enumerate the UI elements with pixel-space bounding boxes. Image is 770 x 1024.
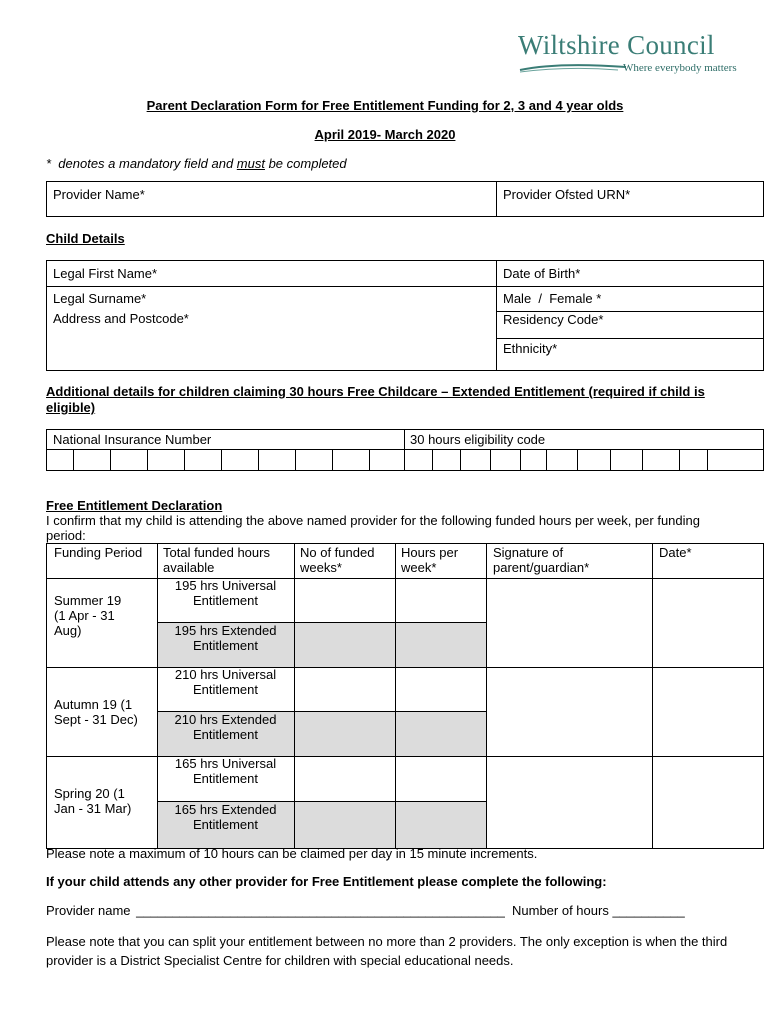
logo-tagline: Where everybody matters (623, 62, 737, 74)
autumn-date-input[interactable] (653, 668, 763, 756)
col-header-period: Funding Period (54, 545, 143, 560)
provider-urn-field[interactable] (497, 182, 763, 216)
col-header-weeks: No of funded weeks* (300, 545, 375, 575)
period-label: Autumn 19 (1 Sept - 31 Dec) (54, 697, 138, 727)
provider-name-field[interactable] (47, 182, 497, 216)
dob-field[interactable] (497, 261, 763, 286)
col-header-hours: Total funded hours available (163, 545, 270, 575)
autumn-signature-input[interactable] (487, 668, 652, 756)
surname-label: Legal Surname* (53, 291, 147, 306)
code-label: 30 hours eligibility code (410, 432, 546, 447)
universal-hours: 165 hrs Universal Entitlement (174, 756, 277, 786)
summer-date-input[interactable] (653, 579, 763, 667)
spring-weeks-input[interactable] (295, 757, 395, 801)
page-period: April 2019- March 2020 (314, 127, 456, 142)
logo-swoosh-icon (518, 62, 628, 74)
provider-urn-label: Provider Ofsted URN* (503, 187, 631, 202)
spring-hours-input[interactable] (396, 757, 486, 801)
other-provider-name-input[interactable]: ___________________________________________________ (136, 903, 505, 918)
mandatory-note: * denotes a mandatory field and must be completed (46, 156, 347, 171)
eligibility-code-input[interactable] (405, 450, 763, 470)
declaration-heading: Free Entitlement Declaration (46, 498, 223, 513)
child-details-heading: Child Details (46, 231, 125, 246)
provider-name-label: Provider Name* (53, 187, 145, 202)
other-provider-name-row (46, 903, 505, 918)
first-name-field[interactable] (47, 261, 496, 286)
summer-signature-input[interactable] (487, 579, 652, 667)
summer-hours-input[interactable] (396, 579, 486, 622)
dob-label: Date of Birth* (503, 266, 581, 281)
ni-label: National Insurance Number (53, 432, 212, 447)
universal-hours: 210 hrs Universal Entitlement (174, 667, 277, 697)
spring-signature-input[interactable] (487, 757, 652, 848)
logo-name: Wiltshire Council (518, 30, 715, 60)
ethnicity-field[interactable] (497, 339, 763, 370)
first-name-label: Legal First Name* (53, 266, 158, 281)
extended-heading: Additional details for children claiming 30 hours Free Childcare – Extended Entitlement (required if child is eligible) (46, 384, 705, 415)
extended-hours: 195 hrs Extended Entitlement (174, 623, 277, 653)
residency-label: Residency Code* (503, 312, 604, 327)
declaration-text: I confirm that my child is attending the above named provider for the following funded hours per week, per funding period: (46, 513, 700, 543)
council-logo (516, 30, 746, 80)
other-provider-hours-row (512, 903, 685, 918)
address-field[interactable] (47, 307, 496, 370)
col-header-per-week: Hours per week* (401, 545, 459, 575)
gender-field[interactable] (497, 287, 763, 311)
summer-weeks-input[interactable] (295, 579, 395, 622)
split-entitlement-note: Please note that you can split your entitlement between no more than 2 providers. The only exception is when the third provider is a District Specialist Centre for children with special educational needs. (46, 934, 728, 968)
ni-code-box (46, 429, 764, 471)
autumn-hours-input[interactable] (396, 668, 486, 711)
universal-hours: 195 hrs Universal Entitlement (174, 578, 277, 608)
period-label: Spring 20 (1 Jan - 31 Mar) (54, 786, 132, 816)
ni-number-input[interactable] (47, 450, 404, 470)
extended-hours: 165 hrs Extended Entitlement (174, 802, 277, 832)
other-provider-heading: If your child attends any other provider for Free Entitlement please complete the following: (46, 874, 607, 889)
residency-field[interactable] (497, 312, 763, 338)
autumn-weeks-input[interactable] (295, 668, 395, 711)
spring-date-input[interactable] (653, 757, 763, 848)
declaration-table (46, 543, 764, 849)
provider-box (46, 181, 764, 217)
extended-hours: 210 hrs Extended Entitlement (174, 712, 277, 742)
page-title: Parent Declaration Form for Free Entitlement Funding for 2, 3 and 4 year olds (146, 98, 624, 113)
period-label: Summer 19 (1 Apr - 31 Aug) (54, 593, 122, 638)
col-header-date: Date* (659, 545, 692, 560)
other-provider-name-label: Provider name (46, 903, 131, 918)
col-header-signature: Signature of parent/guardian* (493, 545, 590, 575)
surname-field[interactable] (47, 287, 496, 309)
address-label: Address and Postcode* (53, 311, 189, 326)
other-provider-hours-label: Number of hours (512, 903, 609, 918)
child-details-box (46, 260, 764, 371)
ethnicity-label: Ethnicity* (503, 341, 558, 356)
other-provider-hours-input[interactable]: __________ (612, 903, 685, 918)
max-hours-note: Please note a maximum of 10 hours can be claimed per day in 15 minute increments. (46, 846, 538, 861)
gender-label: Male / Female * (503, 291, 602, 306)
